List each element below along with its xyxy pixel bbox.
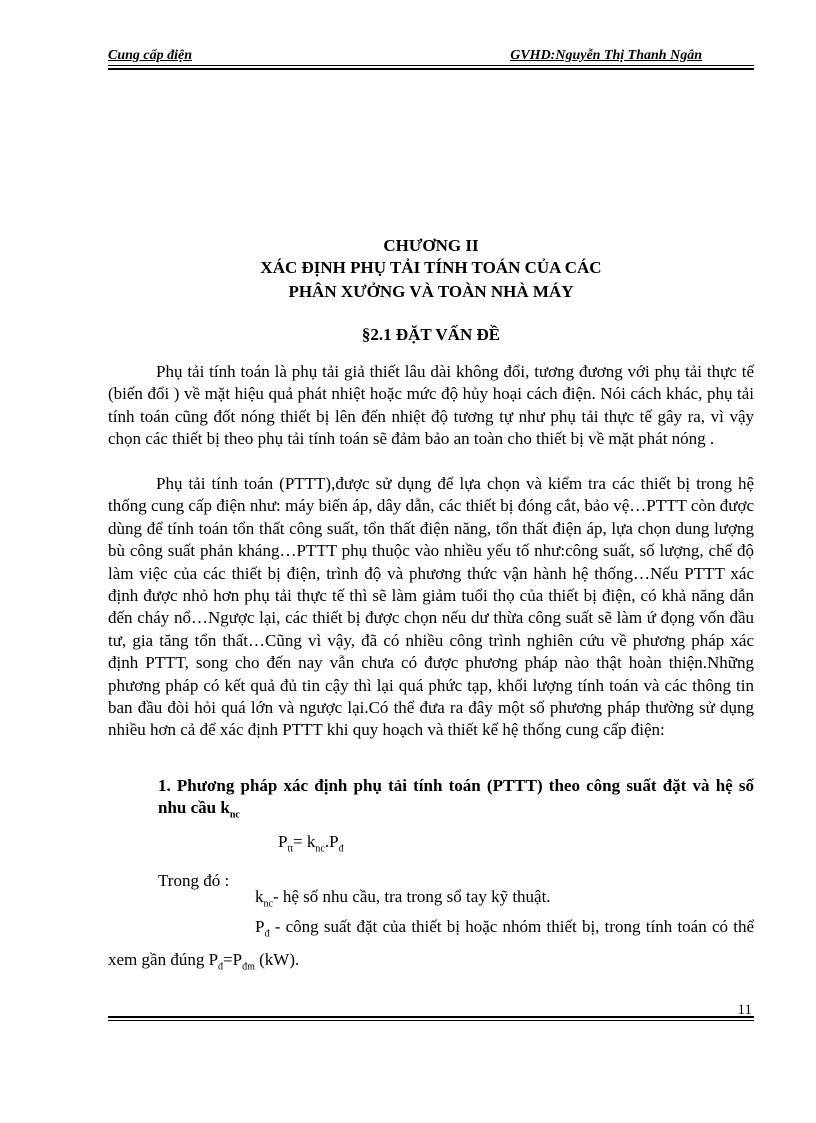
formula-k-sub: nc — [315, 843, 325, 855]
def2-text2: =P — [223, 950, 243, 970]
definition-knc — [255, 887, 551, 909]
def2-sub2: đ — [218, 961, 224, 973]
def2-text3: (kW). — [254, 950, 300, 970]
header-rule — [108, 65, 754, 66]
definition-pd — [108, 914, 754, 981]
header-course-title: Cung cấp điện — [108, 48, 193, 63]
method-1-heading-text: 1. Phương pháp xác định phụ tải tính toán (PTTT) theo công suất đặt và hệ số nhu cầu k — [158, 776, 754, 817]
paragraph-1-block — [108, 361, 754, 451]
def2-sub: đ — [264, 928, 270, 940]
formula-lhs: P — [278, 832, 288, 851]
chapter-title-line-2: PHÂN XƯỞNG VÀ TOÀN NHÀ MÁY — [288, 282, 574, 301]
chapter-number: CHƯƠNG II — [383, 236, 479, 255]
def2-sub3: đm — [242, 961, 255, 973]
page-number: 11 — [737, 1002, 752, 1018]
method-1-heading — [158, 775, 754, 826]
footer-rule-thick — [108, 1016, 754, 1018]
section-heading: §2.1 ĐẶT VẤN ĐỀ — [361, 325, 501, 344]
formula-p-sub: đ — [338, 843, 344, 855]
paragraph-2: Phụ tải tính toán (PTTT),được sử dụng để lựa chọn và kiểm tra các thiết bị trong hệ thống cung cấp điện như: máy biến áp, dây dẫn, các thiết bị đóng cắt, bảo vệ…PTTT còn được dùng để tính toán tổn thất công suất, tổn thất điện năng, tổn thất điện áp, lựa chọn dung lượng bù công suất phản kháng…PTTT phụ thuộc vào nhiều yếu tố như:công suất, số lượng, chế độ làm việc của các thiết bị điện, trình độ và phương thức vận hành hệ thống…Nếu PTTT xác định được nhỏ hơn phụ tải thực tế thì sẽ làm giảm tuổi thọ của thiết bị điện, có khả năng dẫn đến cháy nổ…Ngược lại, các thiết bị được chọn nếu dư thừa công suất sẽ làm ứ đọng vốn đầu tư, gia tăng tổn thất…Cũng vì vậy, đã có nhiều công trình nghiên cứu về phương pháp xác định PTTT, song cho đến nay vẫn chưa có được phương pháp nào thật hoàn thiện.Những phương pháp có kết quả đủ tin cậy thì lại quá phức tạp, khối lượng tính toán và các thông tin ban đầu đòi hỏi quá lớn và ngược lại.Có thể đưa ra đây một số phương pháp thường sử dụng nhiều hơn cả để xác định PTTT khi quy hoạch và thiết kế hệ thống cung cấp điện: — [108, 474, 754, 740]
header-instructor: GVHD:Nguyễn Thị Thanh Ngân — [510, 48, 702, 63]
chapter-title-line-1: XÁC ĐỊNH PHỤ TẢI TÍNH TOÁN CỦA CÁC — [260, 258, 602, 277]
formula-eq: = k — [293, 832, 316, 851]
method-1-heading-sub: nc — [229, 809, 240, 821]
paragraph-1: Phụ tải tính toán là phụ tải giả thiết lâu dài không đổi, tương đương với phụ tải thực tế (biến đổi ) về mặt hiệu quả phát nhiệt hoặc mức độ hủy hoại cách điện. Nói cách khác, phụ tải tính toán cũng đốt nóng thiết bị lên đến nhiệt độ tương tự như phụ tải thực tế gây ra, vì vậy chọn các thiết bị theo phụ tải tính toán sẽ đảm bảo an toàn cho thiết bị về mặt phát nóng . — [108, 362, 754, 449]
formula-lhs-sub: tt — [287, 843, 294, 855]
where-label: Trong đó : — [158, 871, 230, 890]
page-header — [108, 48, 754, 70]
def2-text: - công suất đặt của thiết bị hoặc nhóm thiết bị, trong tính toán có thể xem gần đúng P — [108, 917, 754, 970]
paragraph-2-block — [108, 473, 754, 742]
header-rule-thick — [108, 68, 754, 70]
formula-ptt — [278, 832, 344, 854]
formula-mid: .P — [324, 832, 339, 851]
def1-symbol: k — [255, 887, 264, 906]
footer-rule — [108, 1020, 754, 1021]
def2-symbol: P — [255, 917, 265, 936]
def1-text: - hệ số nhu cầu, tra trong sổ tay kỹ thuật. — [272, 887, 551, 906]
def1-sub: nc — [263, 898, 273, 910]
